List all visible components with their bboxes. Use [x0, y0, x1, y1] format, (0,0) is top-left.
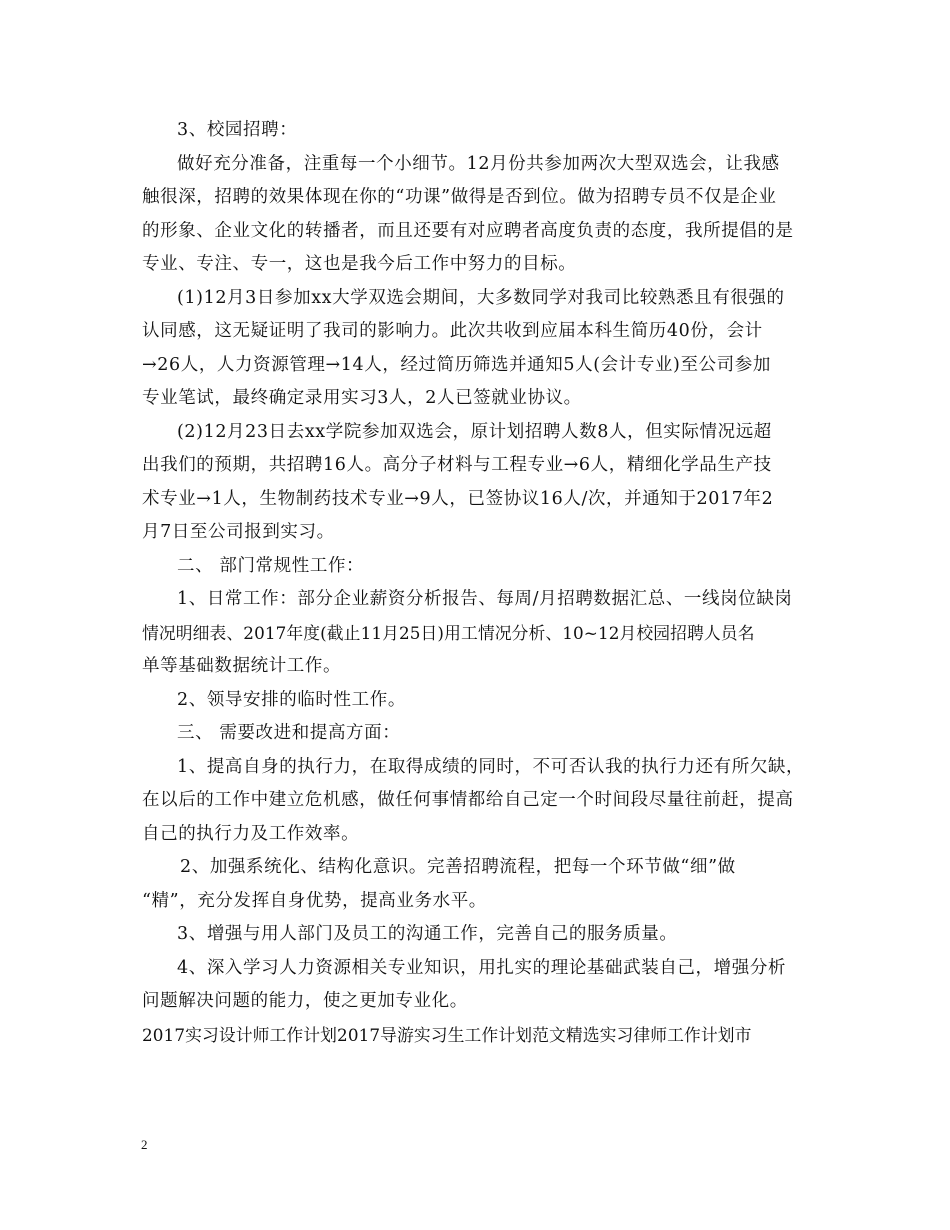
paragraph-line: 情况明细表、2017年度(截止11月25日)用工情况分析、10~12月校园招聘人员名 — [142, 622, 755, 643]
page-number: 2 — [141, 1137, 148, 1152]
paragraph-line: 术专业→1人，生物制药技术专业→9人，已签协议16人/次，并通知于2017年2 — [142, 488, 774, 509]
paragraph-line: 的形象、企业文化的转播者，而且还要有对应聘者高度负责的态度，我所提倡的是 — [142, 220, 794, 241]
paragraph-line: 月7日至公司报到实习。 — [142, 522, 335, 542]
section-heading-improvements: 三、 需要改进和提高方面： — [177, 723, 401, 743]
paragraph-line: 在以后的工作中建立危机感，做任何事情都给自己定一个时间段尽量往前赶，提高 — [142, 790, 794, 810]
paragraph-line: 做好充分准备，注重每一个小细节。12月份共参加两次大型双选会，让我感 — [177, 153, 780, 174]
paragraph-line: 3、增强与用人部门及员工的沟通工作，完善自己的服务质量。 — [177, 924, 678, 944]
paragraph-line: 问题解决问题的能力，使之更加专业化。 — [142, 991, 468, 1011]
section-heading-routine-work: 二、 部门常规性工作： — [177, 555, 365, 576]
paragraph-line: “精”，充分发挥自身优势，提高业务水平。 — [142, 890, 487, 911]
paragraph-line: 出我们的预期，共招聘16人。高分子材料与工程专业→6人，精细化学品生产技 — [142, 455, 772, 475]
paragraph-line: 触很深，招聘的效果体现在你的“功课”做得是否到位。做为招聘专员不仅是企业 — [142, 187, 777, 207]
section-heading-campus-recruitment: 3、校园招聘： — [177, 120, 298, 140]
paragraph-line: (2)12月23日去xx学院参加双选会，原计划招聘人数8人，但实际情况远超 — [177, 421, 772, 442]
paragraph-line: (1)12月3日参加xx大学双选会期间，大多数同学对我司比较熟悉且有很强的 — [177, 287, 785, 308]
paragraph-line: 4、深入学习人力资源相关专业知识，用扎实的理论基础武装自己，增强分析 — [177, 957, 787, 978]
paragraph-line: 专业、专注、专一，这也是我今后工作中努力的目标。 — [142, 254, 577, 274]
paragraph-line: 1、日常工作：部分企业薪资分析报告、每周/月招聘数据汇总、一线岗位缺岗 — [177, 589, 793, 609]
document-body — [142, 114, 818, 1052]
paragraph-line: 自己的执行力及工作效率。 — [142, 823, 360, 844]
related-links-line: 2017实习设计师工作计划2017导游实习生工作计划范文精选实习律师工作计划市 — [142, 1024, 752, 1045]
paragraph-line: 认同感，这无疑证明了我司的影响力。此次共收到应届本科生简历40份，会计 — [142, 321, 763, 341]
paragraph-line: 1、提高自身的执行力，在取得成绩的同时，不可否认我的执行力还有所欠缺， — [177, 756, 805, 777]
paragraph-line: 单等基础数据统计工作。 — [142, 656, 342, 676]
paragraph-line: →26人，人力资源管理→14人，经过简历筛选并通知5人(会计专业)至公司参加 — [142, 354, 771, 375]
paragraph-line: 2、领导安排的临时性工作。 — [177, 689, 406, 710]
paragraph-line: 2、加强系统化、结构化意识。完善招聘流程，把每一个环节做“细”做 — [180, 857, 736, 877]
paragraph-line: 专业笔试，最终确定录用实习3人，2人已签就业协议。 — [142, 388, 582, 408]
